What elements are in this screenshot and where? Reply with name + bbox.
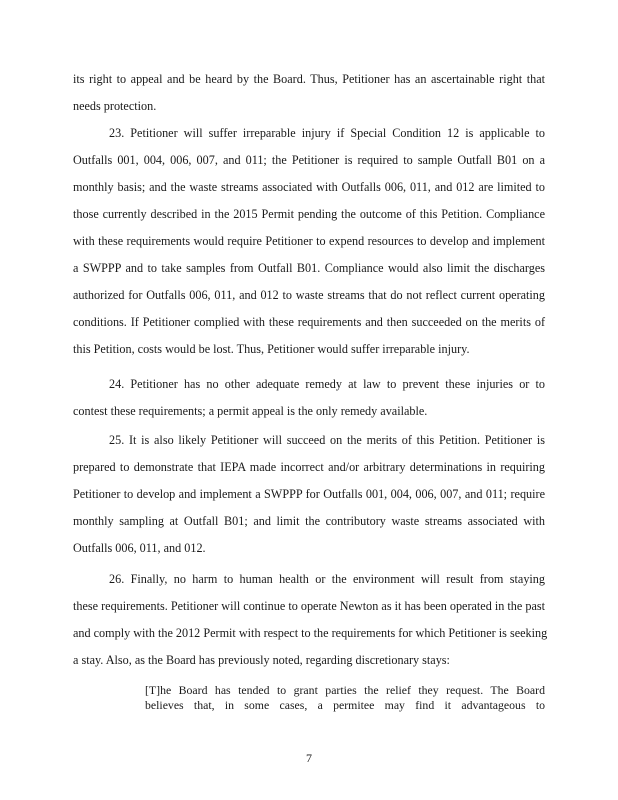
- page-number: 7: [306, 751, 312, 765]
- text-line: those currently described in the 2015 Permit pending the outcome of this Petition. Compliance: [73, 207, 545, 221]
- text-line: contest these requirements; a permit appeal is the only remedy available.: [73, 404, 428, 418]
- text-line: needs protection.: [73, 99, 157, 113]
- text-line: Petitioner to develop and implement a SWPPP for Outfalls 001, 004, 006, 007, and 011; require: [73, 487, 545, 501]
- text-line: a SWPPP and to take samples from Outfall B01. Compliance would also limit the discharges: [73, 261, 545, 275]
- text-line: Outfalls 006, 011, and 012.: [73, 541, 206, 555]
- text-line: its right to appeal and be heard by the Board. Thus, Petitioner has an ascertainable right that: [73, 72, 545, 86]
- text-line: prepared to demonstrate that IEPA made incorrect and/or arbitrary determinations in requiring: [73, 460, 545, 474]
- text-line: 23. Petitioner will suffer irreparable injury if Special Condition 12 is applicable to: [109, 126, 545, 140]
- text-line: monthly basis; and the waste streams associated with Outfalls 006, 011, and 012 are limited to: [73, 180, 545, 194]
- text-line: 24. Petitioner has no other adequate remedy at law to prevent these injuries or to: [109, 377, 545, 391]
- text-line: with these requirements would require Petitioner to expend resources to develop and implement: [73, 234, 545, 248]
- text-line: 25. It is also likely Petitioner will succeed on the merits of this Petition. Petitioner is: [109, 433, 545, 447]
- text-line: this Petition, costs would be lost. Thus, Petitioner would suffer irreparable injury.: [73, 342, 470, 356]
- text-line: 26. Finally, no harm to human health or the environment will result from staying: [109, 572, 545, 586]
- text-line: conditions. If Petitioner complied with these requirements and then succeeded on the merits of: [73, 315, 545, 329]
- text-line: Outfalls 001, 004, 006, 007, and 011; the Petitioner is required to sample Outfall B01 on a: [73, 153, 545, 167]
- text-line: a stay. Also, as the Board has previously noted, regarding discretionary stays:: [73, 653, 450, 667]
- quote-line: believes that, in some cases, a permitee may find it advantageous to: [145, 698, 545, 712]
- text-line: authorized for Outfalls 006, 011, and 012 to waste streams that do not reflect current operating: [73, 288, 545, 302]
- quote-line: [T]he Board has tended to grant parties the relief they request. The Board: [145, 683, 545, 697]
- text-line: and comply with the 2012 Permit with respect to the requirements for which Petitioner is seeking: [73, 626, 548, 640]
- text-line: these requirements. Petitioner will continue to operate Newton as it has been operated in the past: [73, 599, 545, 613]
- text-line: monthly sampling at Outfall B01; and limit the contributory waste streams associated with: [73, 514, 545, 528]
